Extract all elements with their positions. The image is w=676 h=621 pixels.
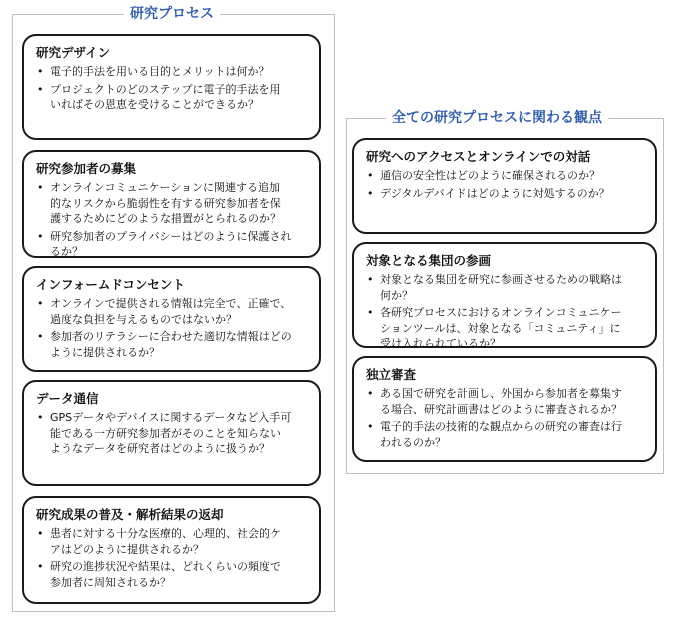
question-item [366,186,645,202]
question-text-line: アはどのように提供されるか？ [50,542,204,556]
question-text-line: われるのか？ [380,435,446,449]
question-item [366,305,645,352]
question-text-line: るか？ [50,245,83,258]
question-item [36,559,309,590]
question-text-line: ションツールは、対象となる「コミュニティ」に [380,321,621,335]
card-title: 研究へのアクセスとオンラインでの対話 [366,149,591,164]
bullet-icon: • [37,411,44,424]
question-list [366,168,645,201]
question-text-line: 受け入れられているか？ [380,337,501,350]
question-list [366,386,645,450]
card-title: 独立審査 [366,367,417,382]
question-text-line: ようなデータを研究者はどのように扱うか？ [50,442,270,455]
bullet-icon: • [367,169,374,182]
question-text-line: いればその恩恵を受けることができるか？ [50,98,259,111]
question-text-line: 参加者に周知されるか？ [50,575,171,589]
question-text-line: 患者に対する十分な医療的、心理的、社会的ケ [50,527,281,540]
card-data-communication [22,380,321,486]
question-list [36,296,309,360]
question-text-line: 通信の安全性はどのように確保されるのか？ [380,169,600,182]
question-text-line: 電子的手法の技術的な観点からの研究の審査は行 [380,420,622,433]
question-text-line: 対象となる集団を研究に参画させるための戦略は [380,273,622,286]
question-text-line: 参加者のリテラシーに合わせた適切な情報はどの [50,330,292,343]
question-text-line: 各研究プロセスにおけるオンラインコミュニケー [380,306,622,319]
card-community-engagement [352,242,657,348]
card-participant-recruitment [22,150,321,258]
bullet-icon: • [37,330,44,343]
question-text-line: る場合、研究計画書はどのように審査されるか？ [380,402,622,416]
question-text-line: 研究の進捗状況や結果は、どれくらいの頻度で [50,560,281,573]
card-title: インフォームドコンセント [36,277,185,292]
bullet-icon: • [367,186,374,200]
question-item [36,82,309,113]
card-access-online-dialogue [352,138,657,234]
card-dissemination-results [22,496,321,604]
question-text-line: 何か？ [380,288,413,302]
bullet-icon: • [37,65,44,78]
right-group-title: 全ての研究プロセスに関わる観点 [386,109,608,127]
question-text-line: 護するためにどのような措置がとられるのか？ [50,212,281,225]
left-group-title: 研究プロセス [124,5,220,23]
question-text-line: ある国で研究を計画し、外国から参加者を募集す [380,387,622,400]
bullet-icon: • [367,306,374,319]
question-text-line: 過度な負担を与えるものではないか？ [50,312,237,326]
question-text-line: GPSデータやデバイスに関するデータなど入手可 [50,411,292,424]
bullet-icon: • [37,527,44,540]
question-text-line: 的なリスクから脆弱性を有する研究参加者を保 [50,196,281,210]
question-text-line: デジタルデバイドはどのように対処するのか？ [380,186,610,200]
bullet-icon: • [37,560,44,573]
question-item [36,296,309,327]
question-item [366,168,645,184]
question-text-line: プロジェクトのどのステップに電子的手法を用 [50,82,281,96]
question-text-line: ように提供されるか？ [50,345,160,359]
card-title: 研究成果の普及・解析結果の返却 [36,507,224,522]
question-list [36,526,309,590]
card-title: 研究参加者の募集 [36,161,137,176]
question-text-line: オンラインコミュニケーションに関連する追加 [50,181,281,194]
question-list [366,272,645,352]
bullet-icon: • [37,297,44,310]
bullet-icon: • [367,420,374,433]
bullet-icon: • [367,273,374,286]
question-item [36,526,309,557]
question-item [36,329,309,360]
question-list [36,64,309,113]
question-item [36,64,309,80]
question-item [36,180,309,227]
bullet-icon: • [367,387,374,400]
card-independent-review [352,356,657,462]
card-title: データ通信 [36,391,99,406]
card-informed-consent [22,266,321,372]
question-list [36,410,309,457]
card-title: 対象となる集団の参画 [366,253,492,268]
question-text-line: 能である一方研究参加者がそのことを知らない [50,426,281,440]
question-text-line: 電子的手法を用いる目的とメリットは何か？ [50,65,270,78]
bullet-icon: • [37,181,44,194]
question-item [366,386,645,417]
question-item [36,229,309,260]
bullet-icon: • [37,82,44,96]
question-text-line: オンラインで提供される情報は完全で、正確で、 [50,297,292,310]
question-list [36,180,309,260]
card-research-design [22,34,321,140]
bullet-icon: • [37,229,44,243]
question-item [36,410,309,457]
question-text-line: 研究参加者のプライバシーはどのように保護され [50,229,292,243]
question-item [366,419,645,450]
card-title: 研究デザイン [36,45,111,60]
question-item [366,272,645,303]
